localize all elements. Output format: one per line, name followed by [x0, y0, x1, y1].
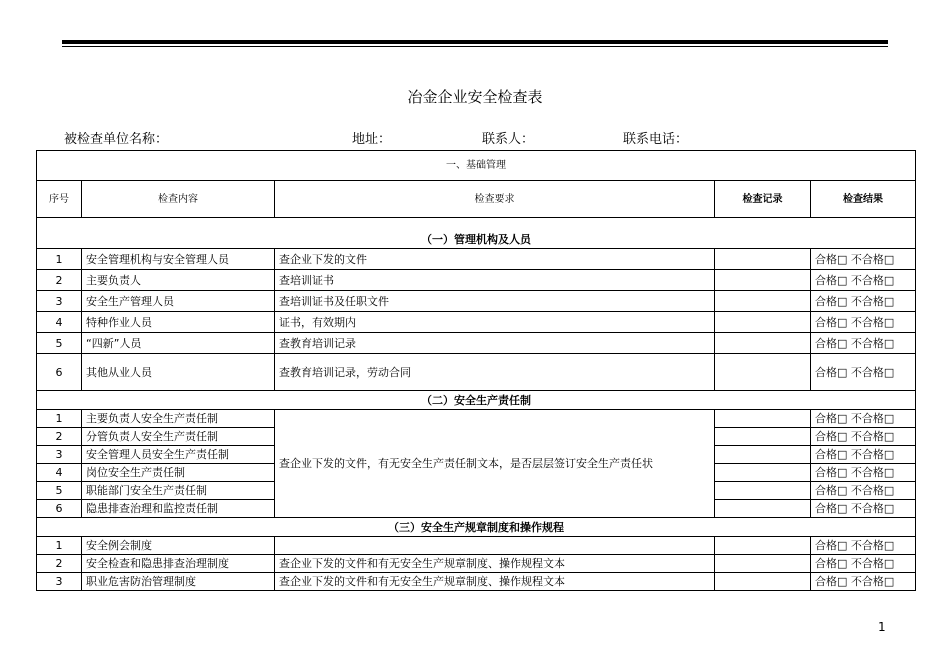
row-number: 5 — [37, 333, 82, 354]
row-number: 2 — [37, 270, 82, 291]
row-content: 主要负责人 — [82, 270, 275, 291]
row-record — [715, 249, 811, 270]
row-content: 职能部门安全生产责任制 — [82, 482, 275, 500]
row-result: 合格□ 不合格□ — [811, 446, 916, 464]
row-number: 3 — [37, 446, 82, 464]
row-result: 合格□ 不合格□ — [811, 573, 916, 591]
table-row — [37, 573, 916, 591]
row-record — [715, 446, 811, 464]
row-result: 合格□ 不合格□ — [811, 428, 916, 446]
table-row — [37, 270, 916, 291]
row-record — [715, 464, 811, 482]
table-row — [37, 291, 916, 312]
main-heading: 一、基础管理 — [37, 151, 916, 181]
header-record: 检查记录 — [715, 181, 811, 218]
row-number: 4 — [37, 312, 82, 333]
row-requirement: 查企业下发的文件 — [275, 249, 715, 270]
row-number: 1 — [37, 410, 82, 428]
row-number: 4 — [37, 464, 82, 482]
page-number: 1 — [878, 620, 886, 634]
table-row — [37, 312, 916, 333]
row-result: 合格□ 不合格□ — [811, 312, 916, 333]
row-result: 合格□ 不合格□ — [811, 291, 916, 312]
row-content: 特种作业人员 — [82, 312, 275, 333]
row-content: 分管负责人安全生产责任制 — [82, 428, 275, 446]
row-content: 安全例会制度 — [82, 537, 275, 555]
row-result: 合格□ 不合格□ — [811, 555, 916, 573]
row-number: 3 — [37, 291, 82, 312]
table-header-row — [37, 181, 916, 218]
section-heading-row — [37, 218, 916, 249]
row-requirement: 查企业下发的文件和有无安全生产规章制度、操作规程文本 — [275, 573, 715, 591]
row-result: 合格□ 不合格□ — [811, 333, 916, 354]
inspection-table — [36, 150, 916, 591]
row-record — [715, 428, 811, 446]
header-rule-thick — [62, 40, 888, 44]
field-contact: 联系人： — [482, 132, 535, 147]
row-number: 3 — [37, 573, 82, 591]
shared-requirement: 查企业下发的文件，有无安全生产责任制文本，是否层层签订安全生产责任状 — [275, 410, 715, 518]
row-content: 主要负责人安全生产责任制 — [82, 410, 275, 428]
section-heading: （三）安全生产规章制度和操作规程 — [37, 518, 916, 537]
row-record — [715, 537, 811, 555]
section-heading: （二）安全生产责任制 — [37, 391, 916, 410]
row-record — [715, 573, 811, 591]
row-requirement: 查教育培训记录，劳动合同 — [275, 354, 715, 391]
row-result: 合格□ 不合格□ — [811, 354, 916, 391]
field-address: 地址： — [352, 132, 392, 147]
row-result: 合格□ 不合格□ — [811, 410, 916, 428]
row-record — [715, 270, 811, 291]
table-row — [37, 555, 916, 573]
row-result: 合格□ 不合格□ — [811, 464, 916, 482]
row-number: 6 — [37, 354, 82, 391]
row-content: 其他从业人员 — [82, 354, 275, 391]
row-result: 合格□ 不合格□ — [811, 270, 916, 291]
row-content: 岗位安全生产责任制 — [82, 464, 275, 482]
row-content: “四新”人员 — [82, 333, 275, 354]
section-heading-row — [37, 518, 916, 537]
row-requirement: 查企业下发的文件和有无安全生产规章制度、操作规程文本 — [275, 555, 715, 573]
row-record — [715, 354, 811, 391]
row-number: 6 — [37, 500, 82, 518]
section-heading: （一）管理机构及人员 — [37, 218, 916, 249]
row-number: 1 — [37, 249, 82, 270]
row-requirement: 证书，有效期内 — [275, 312, 715, 333]
table-row — [37, 537, 916, 555]
table-row — [37, 333, 916, 354]
row-requirement: 查教育培训记录 — [275, 333, 715, 354]
document-title: 冶金企业安全检查表 — [407, 88, 543, 106]
row-requirement — [275, 537, 715, 555]
row-record — [715, 333, 811, 354]
row-number: 2 — [37, 428, 82, 446]
row-content: 安全管理人员安全生产责任制 — [82, 446, 275, 464]
row-result: 合格□ 不合格□ — [811, 500, 916, 518]
row-record — [715, 312, 811, 333]
row-result: 合格□ 不合格□ — [811, 537, 916, 555]
row-requirement: 查培训证书 — [275, 270, 715, 291]
row-record — [715, 555, 811, 573]
row-record — [715, 410, 811, 428]
table-main-heading-row — [37, 151, 916, 181]
row-record — [715, 482, 811, 500]
table-row — [37, 249, 916, 270]
header-rule-thin — [62, 46, 888, 47]
table-row — [37, 410, 916, 428]
header-requirement: 检查要求 — [275, 181, 715, 218]
row-result: 合格□ 不合格□ — [811, 249, 916, 270]
row-requirement: 查培训证书及任职文件 — [275, 291, 715, 312]
header-content: 检查内容 — [82, 181, 275, 218]
section-heading-row — [37, 391, 916, 410]
field-phone: 联系电话： — [623, 132, 689, 147]
header-number: 序号 — [37, 181, 82, 218]
field-unit-name: 被检查单位名称： — [64, 132, 169, 147]
row-content: 隐患排查治理和监控责任制 — [82, 500, 275, 518]
row-content: 安全检查和隐患排查治理制度 — [82, 555, 275, 573]
row-number: 2 — [37, 555, 82, 573]
row-record — [715, 500, 811, 518]
row-content: 安全生产管理人员 — [82, 291, 275, 312]
header-result: 检查结果 — [811, 181, 916, 218]
row-record — [715, 291, 811, 312]
row-content: 安全管理机构与安全管理人员 — [82, 249, 275, 270]
row-number: 5 — [37, 482, 82, 500]
row-result: 合格□ 不合格□ — [811, 482, 916, 500]
table-row — [37, 354, 916, 391]
row-content: 职业危害防治管理制度 — [82, 573, 275, 591]
row-number: 1 — [37, 537, 82, 555]
